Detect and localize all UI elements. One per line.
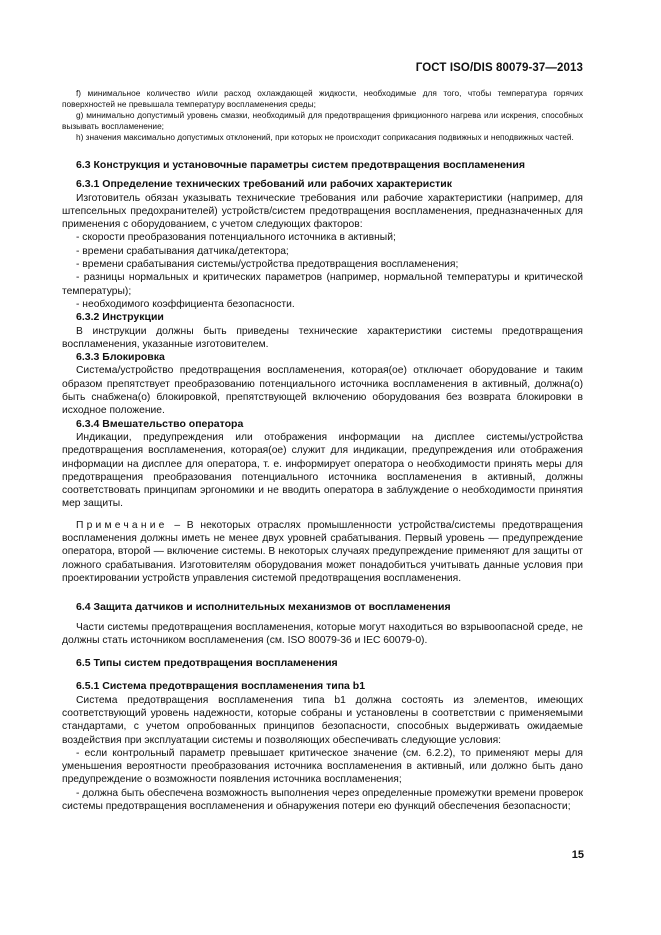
- list-item: - должна быть обеспечена возможность выполнения через определенные промежутки времени проверок системы предотвращения воспламенения и обнаружения потери ею функций обеспечения безопасности;: [62, 787, 583, 813]
- section-6-3-title: 6.3 Конструкция и установочные параметры систем предотвращения воспламенения: [76, 159, 525, 171]
- list-item: - разницы нормальных и критических параметров (например, нормальной температуры и критической температуры);: [62, 272, 583, 297]
- note-text: – В некоторых отраслях промышленности устройства/системы предотвращения воспламенения должны иметь не менее двух уровней срабатывания. Первый уровень — предупреждение оператора, второй — включение системы. В некоторых случаях предупреждение применяют для защиты от ложного срабатывания. Изготовителям оборудования может понадобиться учитывать данные условия при проектировании устройств управления системой предотвращения воспламенения.: [62, 519, 583, 584]
- section-6-3-1-text: Изготовитель обязан указывать технические требования или рабочие характеристики (например, для штепсельных предохранителей) устройств/систем предотвращения воспламенения, предназначенных для применения с оборудованием, с учетом следующих факторов:: [62, 192, 583, 231]
- section-6-3-4-text: Индикации, предупреждения или отображения информации на дисплее системы/устройства предотвращения воспламенения, которая(ое) служит для индикации, предупреждения или отображения информации на дисплее для оператора, т. е. информирует оператора о необходимости принять меры для предотвращения преобразования потенциального источника воспламенения в активный, должны соответствовать принципам эргономики и не вводить оператора в заблуждение о необходимости принятия мер защиты.: [62, 431, 583, 510]
- section-6-3-3-title: 6.3.3 Блокировка: [76, 351, 165, 364]
- section-6-3-2-text: В инструкции должны быть приведены технические характеристики системы предотвращения воспламенения, указанные изготовителем.: [62, 325, 583, 350]
- section-6-5-1-text: Система предотвращения воспламенения типа b1 должна состоять из элементов, имеющих соответствующий уровень надежности, которые собраны и установлены в соответствии с применяемыми стандартами, с учетом опробованных принципов безопасности, способных выдерживать ожидаемые воздействия при эксплуатации системы и позволяющих обеспечивать следующие условия:: [62, 694, 583, 746]
- section-6-5: [62, 657, 583, 813]
- intro-item-f: f) минимальное количество и/или расход охлаждающей жидкости, необходимые для того, чтобы температура горячих поверхностей не превышала температуру воспламенения среды;: [62, 88, 583, 109]
- intro-item-h: h) значения максимально допустимых отклонений, при которых не происходит соприкасания подвижных и неподвижных частей.: [76, 132, 574, 142]
- intro-list: [62, 88, 583, 143]
- section-6-3: [62, 159, 583, 585]
- note-label: Примечание: [76, 519, 168, 531]
- list-item: - скорости преобразования потенциального источника в активный;: [76, 232, 396, 244]
- list-item: - если контрольный параметр превышает критическое значение (см. 6.2.2), то применяют меры для уменьшения вероятности преобразования источника воспламенения в активный, или должно быть дано предупреждение о возможности появления источника воспламенения;: [62, 747, 583, 786]
- list-item: - времени срабатывания системы/устройства предотвращения воспламенения;: [76, 259, 459, 271]
- section-6-5-1-title: 6.5.1 Система предотвращения воспламенения типа b1: [76, 680, 366, 693]
- section-6-4-text: Части системы предотвращения воспламенения, которые могут находиться во взрывоопасной среде, не должны стать источником воспламенения (см. ISO 80079-36 и IEC 60079-0).: [62, 621, 583, 646]
- intro-item-g: g) минимально допустимый уровень смазки, необходимый для предотвращения фрикционного нагрева или искрения, способных вызывать воспламенение;: [62, 110, 583, 131]
- list-item: - времени срабатывания датчика/детектора;: [76, 245, 289, 257]
- document-page: [62, 62, 583, 813]
- note: [62, 519, 583, 585]
- section-6-3-1-title: 6.3.1 Определение технических требований или рабочих характеристик: [76, 178, 452, 191]
- section-6-4: [62, 601, 583, 647]
- list-item: - необходимого коэффициента безопасности.: [76, 298, 295, 310]
- section-6-3-4-title: 6.3.4 Вмешательство оператора: [76, 417, 244, 430]
- page-number: 15: [571, 849, 584, 861]
- section-6-4-title: 6.4 Защита датчиков и исполнительных механизмов от воспламенения: [76, 601, 451, 614]
- section-6-3-3-text: Система/устройство предотвращения воспламенения, которая(ое) отключает оборудование и таким образом препятствует преобразованию потенциального источника воспламенения в активный, должна(о) быть снабжена(о) блокировкой, препятствующей включению оборудования без возврата блокировки в исходное положение.: [62, 365, 583, 417]
- section-6-5-title: 6.5 Типы систем предотвращения воспламенения: [76, 657, 338, 670]
- section-6-3-2-title: 6.3.2 Инструкции: [76, 311, 164, 324]
- document-header: ГОСТ ISO/DIS 80079-37—2013: [415, 62, 583, 74]
